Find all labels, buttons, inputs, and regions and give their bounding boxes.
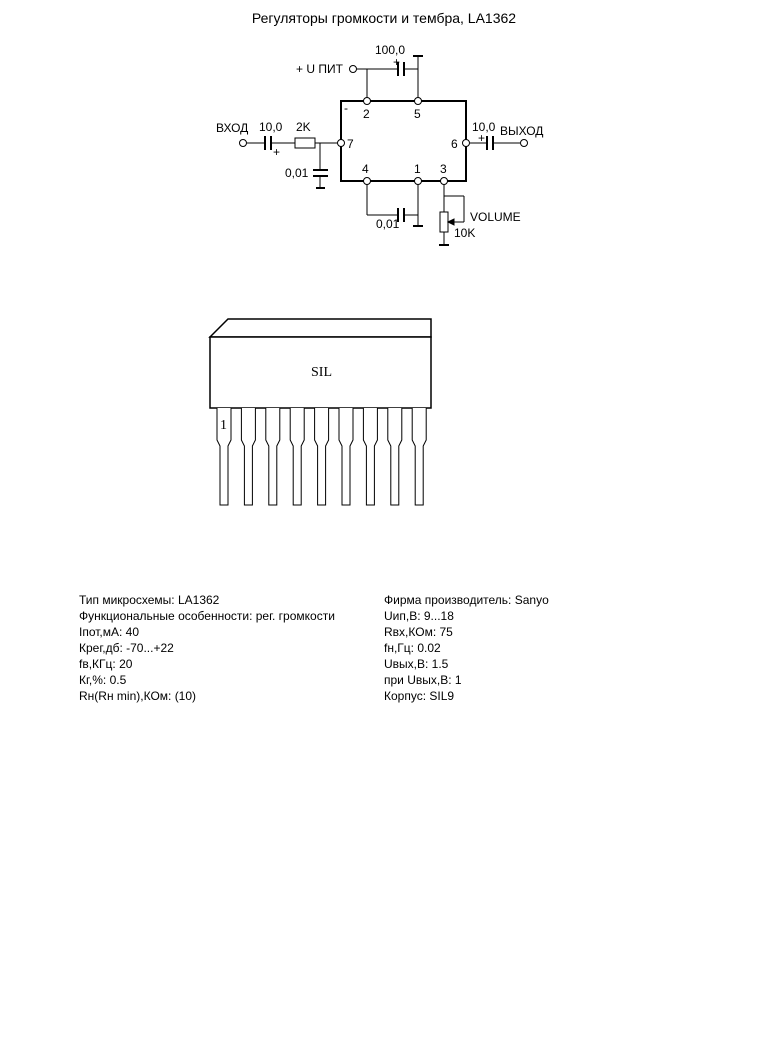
package-pin1-label: 1 [220, 418, 227, 433]
c-pin4-value: 0,01 [376, 217, 400, 231]
pin-label-4: 4 [362, 162, 369, 176]
package-pin [412, 408, 426, 505]
spec-row: Rн(Rн min),КОм: (10) [79, 689, 197, 703]
package-pins [217, 408, 426, 505]
pin-label-3: 3 [440, 162, 447, 176]
supply-label: + U ПИТ [296, 62, 343, 76]
ic-minus-mark: - [344, 101, 348, 115]
spec-row: Функциональные особенности: рег. громкости [79, 609, 335, 623]
volume-potentiometer [440, 212, 448, 232]
spec-row: fн,Гц: 0.02 [384, 641, 441, 655]
package-pin [388, 408, 402, 505]
spec-row: при Uвых,В: 1 [384, 673, 462, 687]
package-pin [290, 408, 304, 505]
spec-row: Uвых,В: 1.5 [384, 657, 449, 671]
resistor-value: 2K [296, 120, 311, 134]
ic-body [341, 101, 466, 181]
package-pin [339, 408, 353, 505]
spec-row: Uип,В: 9...18 [384, 609, 454, 623]
package-pin [363, 408, 377, 505]
pot-label: VOLUME [470, 210, 521, 224]
c-output-value: 10,0 [472, 120, 496, 134]
sil-package [210, 319, 431, 408]
c-output-plus: + [478, 131, 486, 145]
spec-row: Iпот,мА: 40 [79, 625, 140, 639]
pin-label-6: 6 [451, 137, 458, 151]
c-supply-value: 100,0 [375, 43, 406, 57]
c-input-plus: + [273, 145, 281, 159]
spec-row: Rвх,КОм: 75 [384, 625, 453, 639]
spec-row: Фирма производитель: Sanyo [384, 593, 549, 607]
c-pin7-value: 0,01 [285, 166, 309, 180]
pin-label-1: 1 [414, 162, 421, 176]
spec-row: fв,КГц: 20 [79, 657, 133, 671]
package-label: SIL [311, 365, 332, 380]
spec-row: Корпус: SIL9 [384, 689, 455, 703]
package-pin [315, 408, 329, 505]
input-label: ВХОД [216, 121, 249, 135]
package-pin [241, 408, 255, 505]
spec-row: Тип микросхемы: LA1362 [79, 593, 220, 607]
pin-label-5: 5 [414, 107, 421, 121]
pot-value: 10K [454, 226, 476, 240]
specs-left-column [79, 592, 335, 704]
page-title: Регуляторы громкости и тембра, LA1362 [251, 10, 517, 26]
pin-label-2: 2 [363, 107, 370, 121]
package-top-bevel [210, 319, 431, 337]
c-input-value: 10,0 [259, 120, 283, 134]
specs-right-column [384, 592, 549, 704]
spec-row: Крег,дб: -70...+22 [79, 641, 174, 655]
resistor-2k [295, 138, 315, 148]
c-supply-plus: + [393, 55, 401, 69]
package-pin [266, 408, 280, 505]
output-label: ВЫХОД [500, 124, 544, 138]
pin-label-7: 7 [347, 137, 354, 151]
spec-row: Кг,%: 0.5 [79, 673, 127, 687]
